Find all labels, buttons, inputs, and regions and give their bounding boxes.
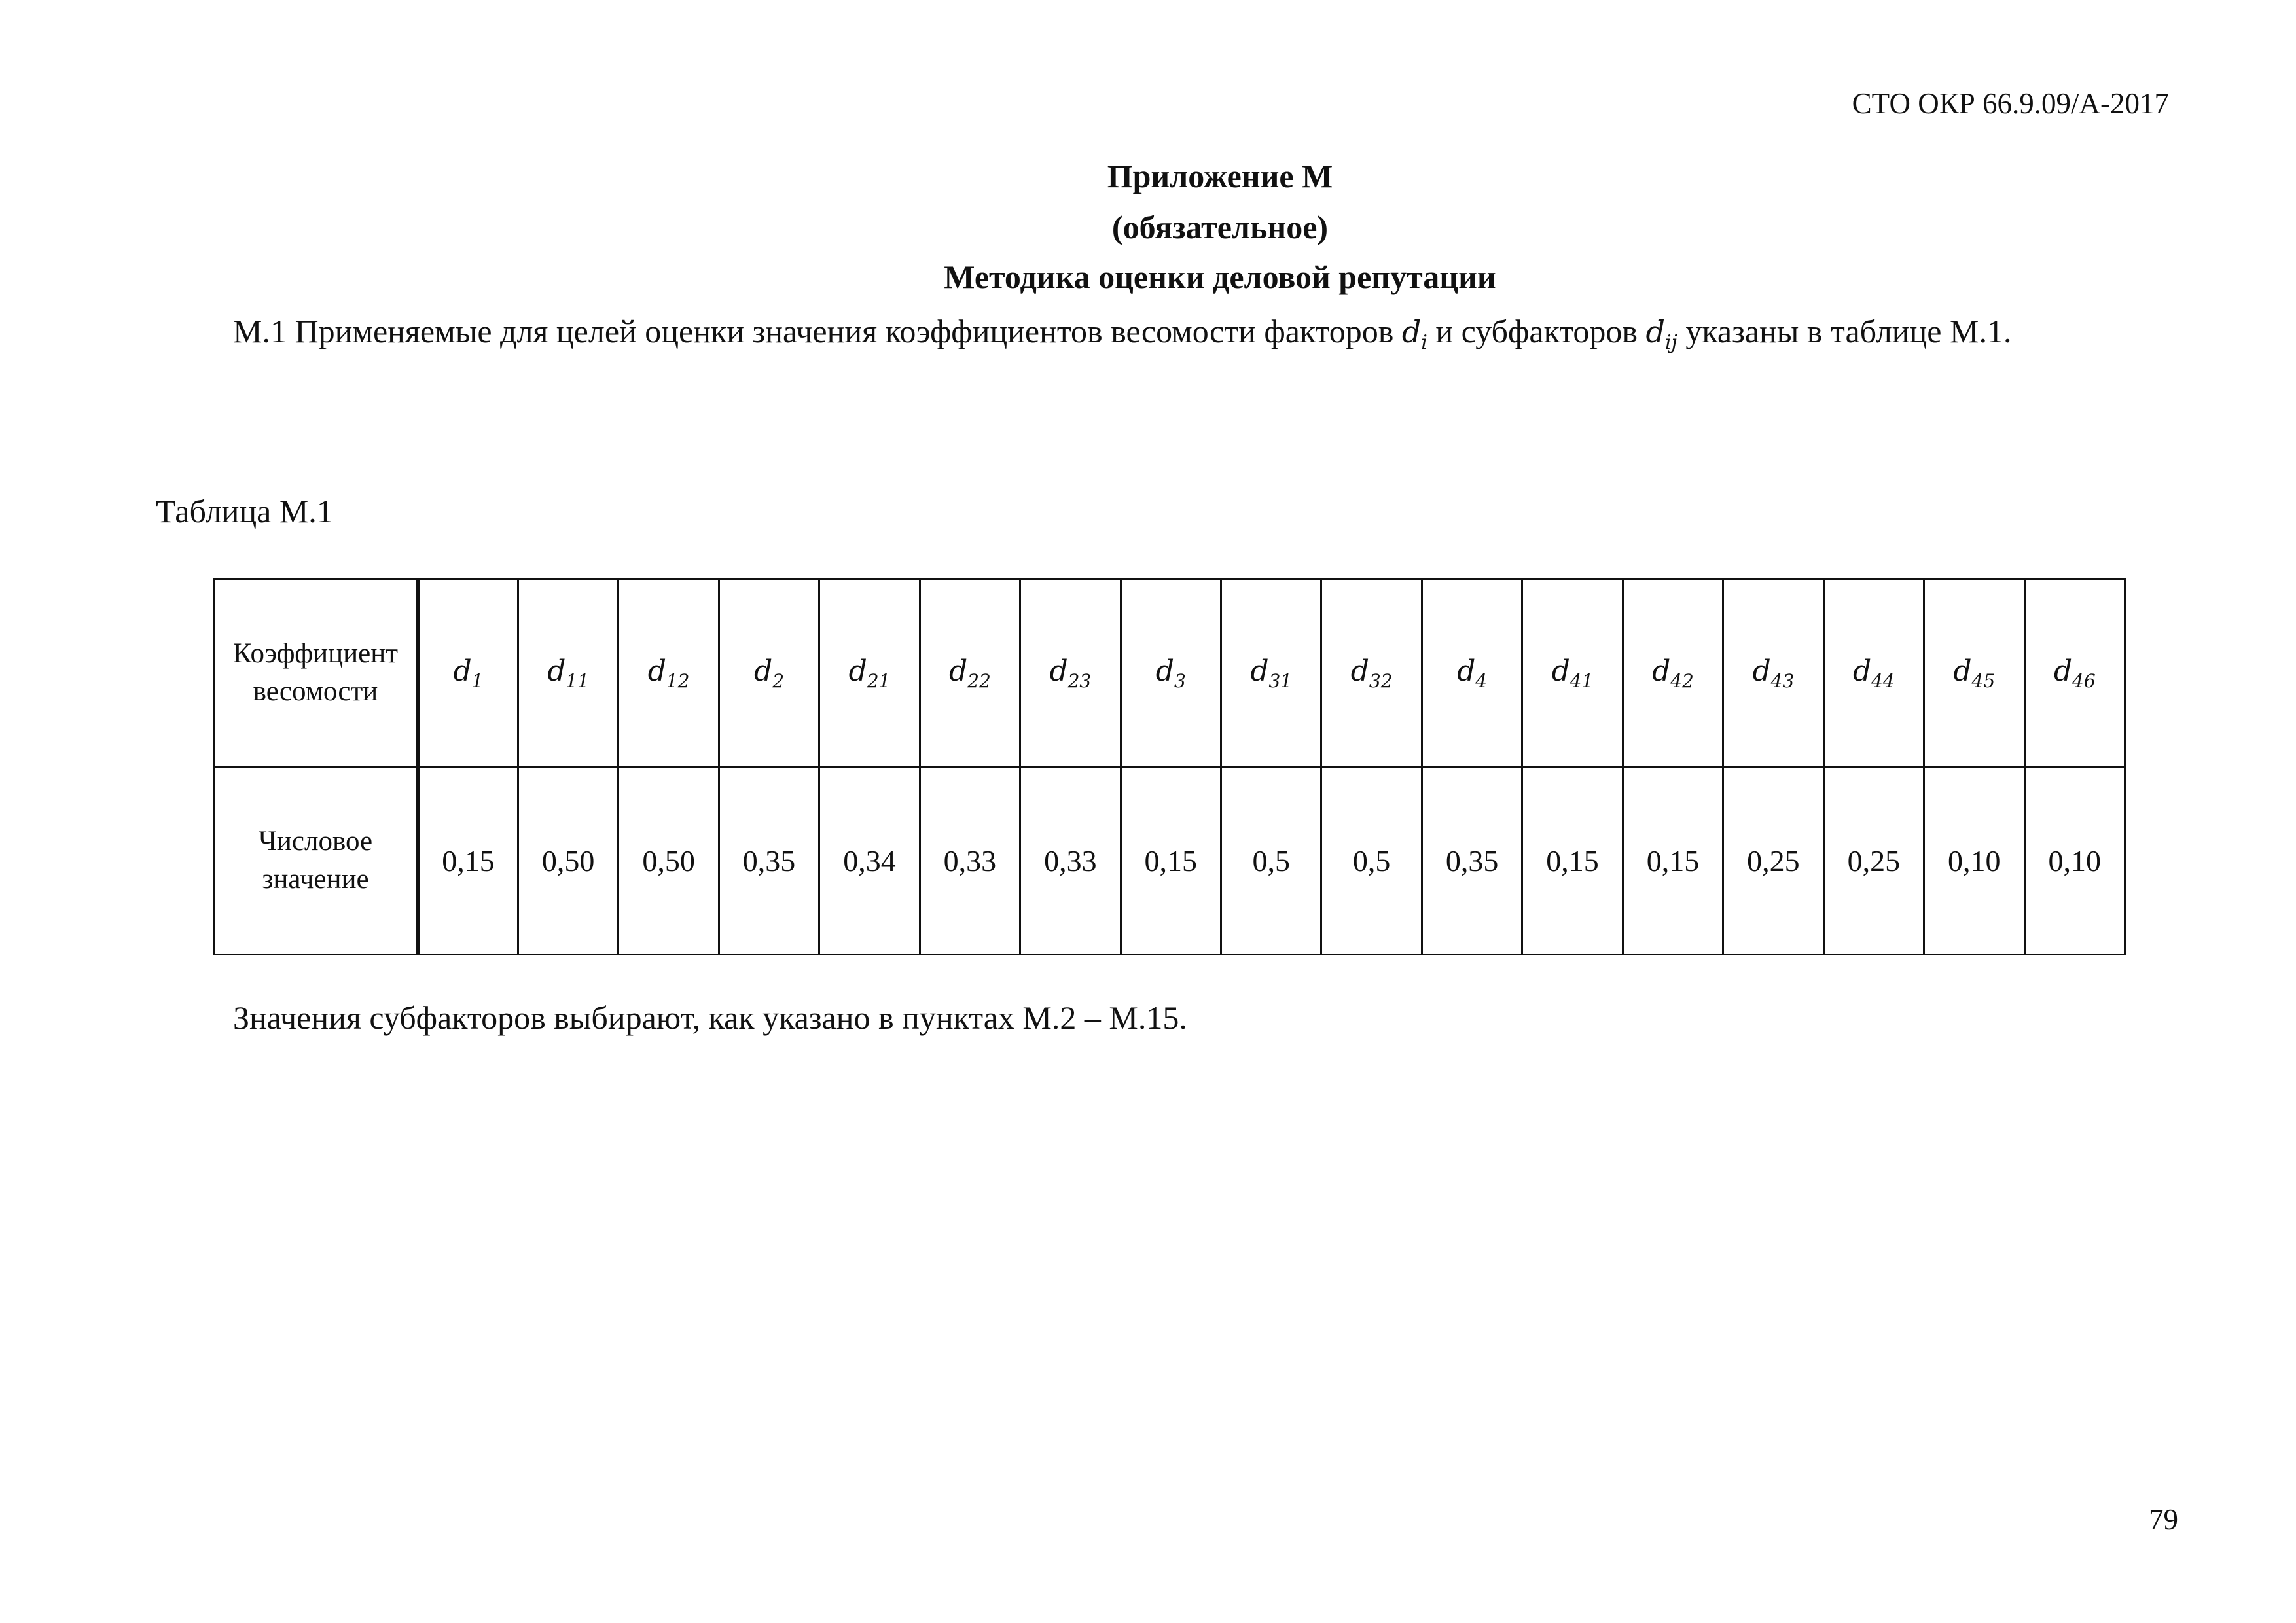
coefficient-value-cell: 0,15 bbox=[1623, 767, 1723, 955]
coefficient-value-cell: 0,33 bbox=[920, 767, 1020, 955]
appendix-subtitle: Методика оценки деловой репутации bbox=[944, 259, 1496, 295]
coefficient-symbol-cell: $d_{21}$ bbox=[819, 579, 920, 767]
intro-paragraph bbox=[156, 306, 2186, 368]
row-label-coefficient: Коэффициент весомости bbox=[215, 579, 418, 767]
table-row-values bbox=[215, 767, 2125, 955]
table-row-coefficients bbox=[215, 579, 2125, 767]
coefficient-symbol-cell: $d_{32}$ bbox=[1321, 579, 1422, 767]
coefficient-symbol-cell: $d_{12}$ bbox=[619, 579, 719, 767]
coefficient-symbol-cell: $d_{43}$ bbox=[1723, 579, 1823, 767]
coefficient-symbol-cell: $d_{11}$ bbox=[518, 579, 618, 767]
coefficient-symbol-cell: $d_{22}$ bbox=[920, 579, 1020, 767]
coefficient-value-cell: 0,35 bbox=[1422, 767, 1522, 955]
coefficient-symbol-cell: $d_{41}$ bbox=[1522, 579, 1623, 767]
coefficient-symbol-cell: $d_{23}$ bbox=[1020, 579, 1121, 767]
coefficient-symbol-cell: $d_{46}$ bbox=[2024, 579, 2125, 767]
coefficient-symbol-cell: $d_3$ bbox=[1121, 579, 1221, 767]
coefficient-symbol-cell: $d_4$ bbox=[1422, 579, 1522, 767]
page-number: 79 bbox=[2149, 1503, 2178, 1536]
coefficient-symbol-cell: $d_{31}$ bbox=[1221, 579, 1321, 767]
coefficient-value-cell: 0,5 bbox=[1221, 767, 1321, 955]
coefficient-value-cell: 0,25 bbox=[1723, 767, 1823, 955]
coefficient-value-cell: 0,34 bbox=[819, 767, 920, 955]
coefficient-symbol-cell: $d_{42}$ bbox=[1623, 579, 1723, 767]
coefficient-value-cell: 0,10 bbox=[1924, 767, 2024, 955]
note-text: Значения субфакторов выбирают, как указано в пунктах М.2 – М.15. bbox=[233, 999, 1187, 1036]
coefficient-value-cell: 0,15 bbox=[418, 767, 518, 955]
coefficient-value-cell: 0,15 bbox=[1522, 767, 1623, 955]
coefficient-value-cell: 0,35 bbox=[719, 767, 819, 955]
document-code: СТО ОКР 66.9.09/А-2017 bbox=[1852, 87, 2169, 120]
coefficient-symbol-cell: $d_{44}$ bbox=[1823, 579, 1924, 767]
appendix-title: Приложение М bbox=[1107, 158, 1333, 194]
coefficient-value-cell: 0,5 bbox=[1321, 767, 1422, 955]
coefficient-symbol-cell: $d_2$ bbox=[719, 579, 819, 767]
row-label-value: Числовое значение bbox=[215, 767, 418, 955]
paragraph-text-middle: и субфакторов bbox=[1427, 313, 1646, 349]
coefficient-value-cell: 0,10 bbox=[2024, 767, 2125, 955]
coefficient-value-cell: 0,50 bbox=[518, 767, 618, 955]
coefficient-symbol-cell: $d_{45}$ bbox=[1924, 579, 2024, 767]
paragraph-text-before: М.1 Применяемые для целей оценки значения коэффициентов весомости факторов bbox=[233, 313, 1402, 349]
coefficients-table bbox=[213, 578, 2126, 955]
appendix-status: (обязательное) bbox=[1111, 209, 1329, 245]
coefficient-value-cell: 0,33 bbox=[1020, 767, 1121, 955]
paragraph-text-after: указаны в таблице М.1. bbox=[1677, 313, 2012, 349]
table-caption: Таблица М.1 bbox=[156, 493, 333, 529]
coefficient-value-cell: 0,15 bbox=[1121, 767, 1221, 955]
coefficient-value-cell: 0,25 bbox=[1823, 767, 1924, 955]
coefficient-symbol-cell: $d_1$ bbox=[418, 579, 518, 767]
coefficient-value-cell: 0,50 bbox=[619, 767, 719, 955]
factor-symbol: $d_i$ bbox=[1401, 314, 1427, 355]
subfactor-symbol: $d_{ij}$ bbox=[1645, 314, 1677, 355]
